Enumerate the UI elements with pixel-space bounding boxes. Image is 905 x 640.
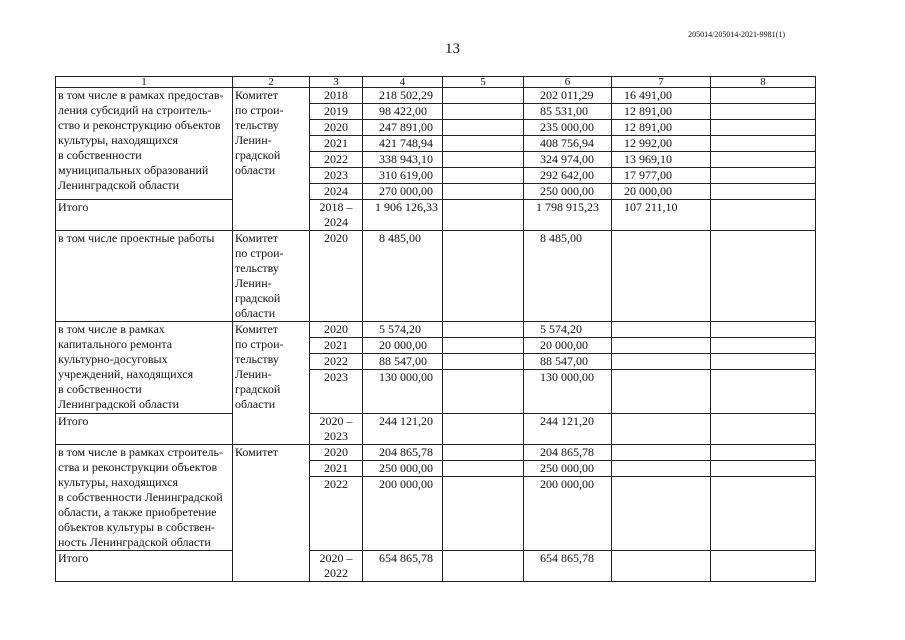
- empty-cell: [711, 354, 816, 370]
- empty-cell: [443, 414, 524, 445]
- amount-cell: 244 121,20: [524, 414, 612, 445]
- empty-cell: [443, 322, 524, 338]
- empty-cell: [711, 338, 816, 354]
- amount-cell: 204 865,78: [363, 445, 443, 461]
- amount-cell: 1 906 126,33: [363, 200, 443, 231]
- amount-cell: 270 000,00: [363, 184, 443, 200]
- year-cell: 2020: [310, 322, 363, 338]
- empty-cell: [443, 152, 524, 168]
- amount-cell: 250 000,00: [524, 184, 612, 200]
- amount-cell: 88 547,00: [363, 354, 443, 370]
- table-row: [56, 231, 816, 322]
- amount-cell: 98 422,00: [363, 104, 443, 120]
- amount-cell: 204 865,78: [524, 445, 612, 461]
- empty-cell: [443, 184, 524, 200]
- amount-cell: 85 531,00: [524, 104, 612, 120]
- section-title: в том числе в рамках строитель- ства и реконструкции объектов культуры, находящихся в собственности Ленинградской области, а также приобретение объектов культуры в собствен- ность Ленинградской области: [56, 445, 233, 551]
- amount-cell: 247 891,00: [363, 120, 443, 136]
- year-cell: 2021: [310, 136, 363, 152]
- amount-cell: 654 865,78: [363, 551, 443, 582]
- year-range-cell: 2018 – 2024: [310, 200, 363, 231]
- agency-cell: Комитет по строи- тельству Ленин- градской области: [233, 322, 310, 445]
- total-row: [56, 414, 816, 445]
- col-header: 7: [612, 77, 711, 88]
- col-header: 6: [524, 77, 612, 88]
- year-range-cell: 2020 – 2022: [310, 551, 363, 582]
- year-cell: 2022: [310, 152, 363, 168]
- empty-cell: [612, 551, 711, 582]
- amount-cell: 250 000,00: [363, 461, 443, 477]
- total-label: Итого: [56, 551, 233, 582]
- col-header: 8: [711, 77, 816, 88]
- amount-cell: 5 574,20: [524, 322, 612, 338]
- amount-cell: 20 000,00: [363, 338, 443, 354]
- col-header: 5: [443, 77, 524, 88]
- empty-cell: [612, 322, 711, 338]
- empty-cell: [443, 136, 524, 152]
- empty-cell: [711, 445, 816, 461]
- section-title: в том числе в рамках капитального ремонта культурно-досуговых учреждений, находящихся в собственности Ленинградской области: [56, 322, 233, 414]
- document-id: 205014/205014-2021-9981(1): [688, 30, 785, 39]
- empty-cell: [443, 370, 524, 414]
- amount-cell: 421 748,94: [363, 136, 443, 152]
- agency-cell: Комитет: [233, 445, 310, 582]
- year-cell: 2018: [310, 88, 363, 104]
- table-row: [56, 322, 816, 338]
- agency-cell: Комитет по строи- тельству Ленин- градской области: [233, 231, 310, 322]
- empty-cell: [612, 461, 711, 477]
- empty-cell: [443, 338, 524, 354]
- amount-cell: 130 000,00: [524, 370, 612, 414]
- year-cell: 2023: [310, 168, 363, 184]
- amount-cell: 12 891,00: [612, 104, 711, 120]
- amount-cell: 13 969,10: [612, 152, 711, 168]
- empty-cell: [711, 461, 816, 477]
- empty-cell: [612, 354, 711, 370]
- amount-cell: 88 547,00: [524, 354, 612, 370]
- year-cell: 2020: [310, 120, 363, 136]
- empty-cell: [711, 184, 816, 200]
- empty-cell: [711, 200, 816, 231]
- amount-cell: 324 974,00: [524, 152, 612, 168]
- amount-cell: 654 865,78: [524, 551, 612, 582]
- section-title: в том числе в рамках предостав- ления субсидий на строитель- ство и реконструкцию объектов культуры, находящихся в собственности муниципальных образований Ленинградской области: [56, 88, 233, 200]
- year-cell: 2019: [310, 104, 363, 120]
- empty-cell: [711, 136, 816, 152]
- empty-cell: [443, 354, 524, 370]
- empty-cell: [443, 88, 524, 104]
- amount-cell: 244 121,20: [363, 414, 443, 445]
- empty-cell: [711, 414, 816, 445]
- col-header: 4: [363, 77, 443, 88]
- empty-cell: [711, 168, 816, 184]
- empty-cell: [612, 477, 711, 551]
- budget-table: [55, 76, 816, 582]
- year-cell: 2020: [310, 231, 363, 322]
- page-number: 13: [445, 41, 460, 57]
- empty-cell: [443, 104, 524, 120]
- amount-cell: 1 798 915,23: [524, 200, 612, 231]
- empty-cell: [612, 445, 711, 461]
- empty-cell: [443, 461, 524, 477]
- year-cell: 2024: [310, 184, 363, 200]
- amount-cell: 200 000,00: [524, 477, 612, 551]
- empty-cell: [711, 370, 816, 414]
- empty-cell: [711, 104, 816, 120]
- total-label: Итого: [56, 414, 233, 445]
- empty-cell: [443, 231, 524, 322]
- amount-cell: 310 619,00: [363, 168, 443, 184]
- col-header: 1: [56, 77, 233, 88]
- empty-cell: [443, 551, 524, 582]
- empty-cell: [711, 231, 816, 322]
- total-row: [56, 551, 816, 582]
- amount-cell: 107 211,10: [612, 200, 711, 231]
- empty-cell: [443, 200, 524, 231]
- amount-cell: 16 491,00: [612, 88, 711, 104]
- amount-cell: 8 485,00: [524, 231, 612, 322]
- empty-cell: [711, 322, 816, 338]
- amount-cell: 20 000,00: [612, 184, 711, 200]
- year-cell: 2020: [310, 445, 363, 461]
- amount-cell: 218 502,29: [363, 88, 443, 104]
- year-range-cell: 2020 – 2023: [310, 414, 363, 445]
- empty-cell: [443, 168, 524, 184]
- amount-cell: 338 943,10: [363, 152, 443, 168]
- col-header: 3: [310, 77, 363, 88]
- amount-cell: 12 992,00: [612, 136, 711, 152]
- amount-cell: 235 000,00: [524, 120, 612, 136]
- empty-cell: [612, 231, 711, 322]
- amount-cell: 202 011,29: [524, 88, 612, 104]
- year-cell: 2021: [310, 338, 363, 354]
- year-cell: 2023: [310, 370, 363, 414]
- amount-cell: 200 000,00: [363, 477, 443, 551]
- amount-cell: 17 977,00: [612, 168, 711, 184]
- table-row: [56, 445, 816, 461]
- total-row: [56, 200, 816, 231]
- empty-cell: [711, 152, 816, 168]
- table-row: [56, 88, 816, 104]
- empty-cell: [711, 88, 816, 104]
- empty-cell: [711, 477, 816, 551]
- empty-cell: [711, 120, 816, 136]
- section-title: в том числе проектные работы: [56, 231, 233, 322]
- empty-cell: [711, 551, 816, 582]
- amount-cell: 408 756,94: [524, 136, 612, 152]
- col-header: 2: [233, 77, 310, 88]
- amount-cell: 5 574,20: [363, 322, 443, 338]
- amount-cell: 292 642,00: [524, 168, 612, 184]
- amount-cell: 8 485,00: [363, 231, 443, 322]
- column-numbers-row: [56, 77, 816, 88]
- year-cell: 2022: [310, 354, 363, 370]
- agency-cell: Комитет по строи- тельству Ленин- градской области: [233, 88, 310, 231]
- empty-cell: [612, 414, 711, 445]
- empty-cell: [443, 477, 524, 551]
- amount-cell: 20 000,00: [524, 338, 612, 354]
- amount-cell: 250 000,00: [524, 461, 612, 477]
- amount-cell: 12 891,00: [612, 120, 711, 136]
- total-label: Итого: [56, 200, 233, 231]
- empty-cell: [443, 445, 524, 461]
- amount-cell: 130 000,00: [363, 370, 443, 414]
- empty-cell: [612, 370, 711, 414]
- empty-cell: [612, 338, 711, 354]
- year-cell: 2021: [310, 461, 363, 477]
- year-cell: 2022: [310, 477, 363, 551]
- empty-cell: [443, 120, 524, 136]
